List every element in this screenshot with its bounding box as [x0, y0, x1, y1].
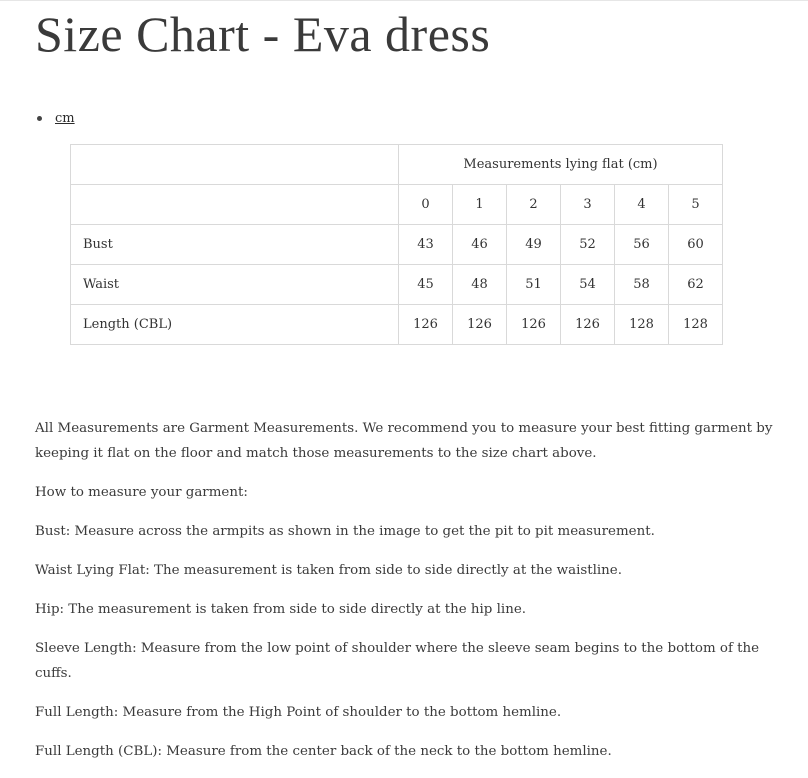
sizes-label-cell: [71, 185, 399, 225]
table-cell: 51: [507, 265, 561, 305]
notes-intro: All Measurements are Garment Measurements. We recommend you to measure your best fitting garment by keeping it flat on the floor and match those measurements to the size chart above.: [35, 421, 773, 461]
table-cell: 49: [507, 225, 561, 265]
table-corner-cell: [71, 145, 399, 185]
size-header-cell: 5: [669, 185, 723, 225]
bullet-icon: [37, 116, 42, 121]
note-text: Measure across the armpits as shown in the image to get the pit to pit measurement.: [70, 524, 655, 539]
table-row: [71, 225, 723, 265]
size-header-cell: 0: [399, 185, 453, 225]
note-waist: [35, 558, 775, 583]
table-cell: 54: [561, 265, 615, 305]
size-header-cell: 4: [615, 185, 669, 225]
table-cell: 126: [453, 305, 507, 345]
note-term: Waist Lying Flat:: [35, 563, 150, 578]
note-term: Sleeve Length:: [35, 641, 137, 656]
note-sleeve-length: [35, 636, 775, 686]
unit-tab-cm[interactable]: [35, 111, 75, 126]
table-cell: 126: [561, 305, 615, 345]
row-label-bust: Bust: [71, 225, 399, 265]
table-cell: 126: [399, 305, 453, 345]
note-full-length: [35, 700, 775, 725]
note-text: Measure from the low point of shoulder where the sleeve seam begins to the bottom of the cuffs.: [35, 641, 760, 681]
table-cell: 45: [399, 265, 453, 305]
note-text: The measurement is taken from side to side directly at the hip line.: [64, 602, 527, 617]
size-chart-table: [70, 144, 723, 345]
table-cell: 52: [561, 225, 615, 265]
table-row: [71, 265, 723, 305]
note-term: Full Length:: [35, 705, 119, 720]
size-header-cell: 2: [507, 185, 561, 225]
table-cell: 56: [615, 225, 669, 265]
table-cell: 126: [507, 305, 561, 345]
note-text: Measure from the center back of the neck to the bottom hemline.: [161, 744, 612, 759]
note-term: Bust:: [35, 524, 71, 539]
top-divider: [0, 0, 808, 1]
table-row: [71, 305, 723, 345]
table-header-row: [71, 145, 723, 185]
row-label-length: Length (CBL): [71, 305, 399, 345]
table-cell: 43: [399, 225, 453, 265]
notes-how-to: How to measure your garment:: [35, 485, 248, 500]
unit-tabs: [35, 111, 75, 126]
unit-link-cm[interactable]: cm: [55, 111, 75, 126]
note-term: Hip:: [35, 602, 65, 617]
row-label-waist: Waist: [71, 265, 399, 305]
table-cell: 58: [615, 265, 669, 305]
note-term: Full Length (CBL):: [35, 744, 162, 759]
size-header-cell: 1: [453, 185, 507, 225]
size-header-cell: 3: [561, 185, 615, 225]
measurement-notes: [35, 416, 775, 778]
table-cell: 128: [615, 305, 669, 345]
table-cell: 48: [453, 265, 507, 305]
note-text: The measurement is taken from side to side directly at the waistline.: [149, 563, 622, 578]
note-hip: [35, 597, 775, 622]
note-full-length-cbl: [35, 739, 775, 764]
note-text: Measure from the High Point of shoulder to the bottom hemline.: [118, 705, 562, 720]
table-cell: 62: [669, 265, 723, 305]
table-cell: 128: [669, 305, 723, 345]
table-cell: 60: [669, 225, 723, 265]
group-header-cell: Measurements lying flat (cm): [399, 145, 723, 185]
note-bust: [35, 519, 775, 544]
table-cell: 46: [453, 225, 507, 265]
sizes-row: [71, 185, 723, 225]
page-title: Size Chart - Eva dress: [35, 6, 491, 62]
